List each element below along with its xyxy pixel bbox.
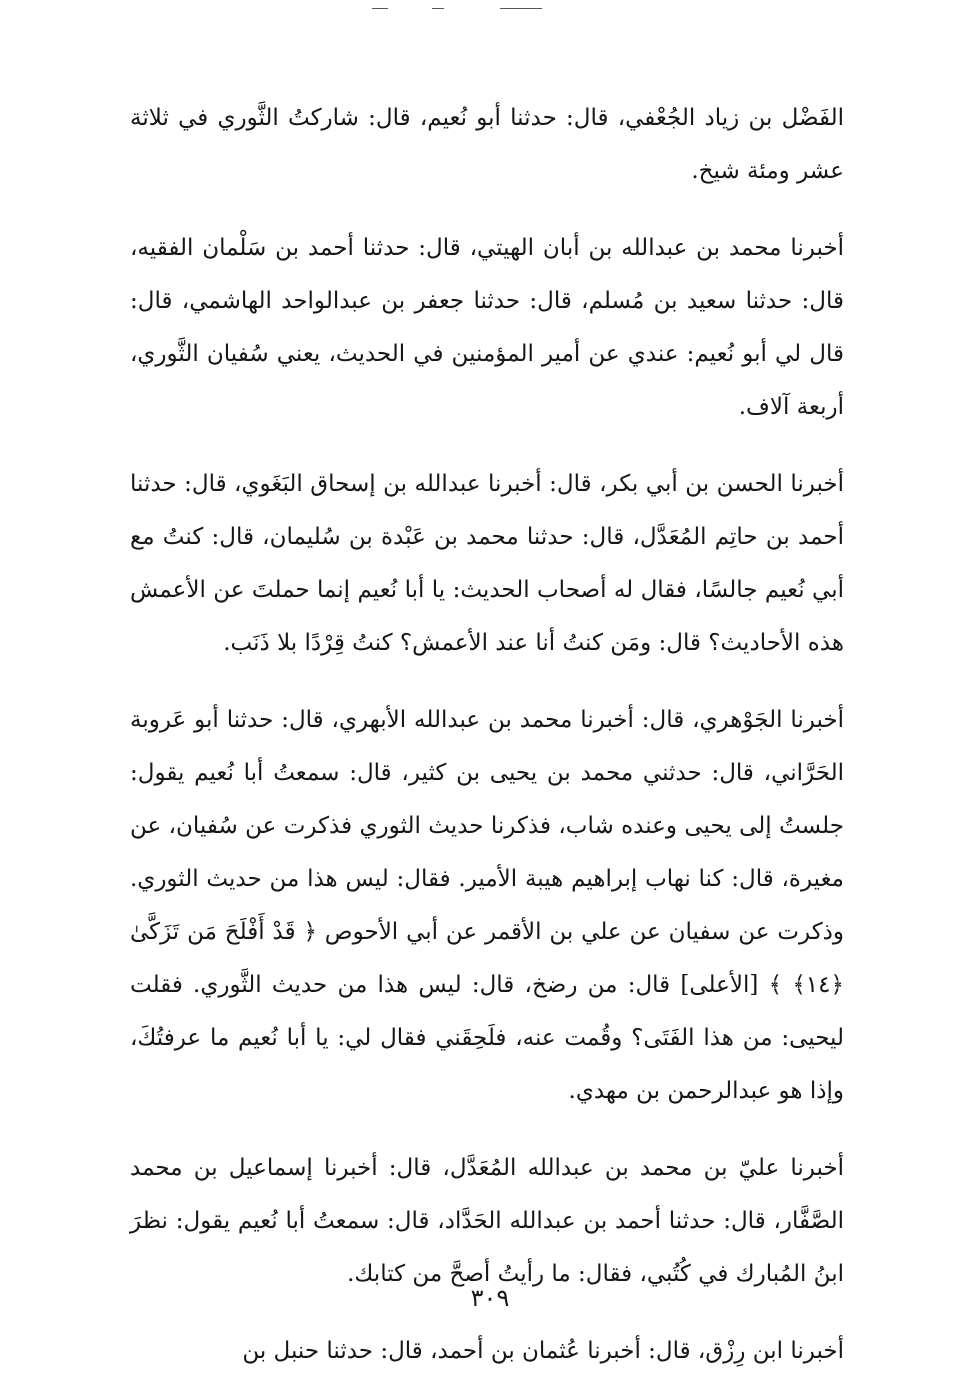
top-rule-right [500, 8, 542, 9]
paragraph-5: أخبرنا عليّ بن محمد بن عبدالله المُعَدَّل، قال: أخبرنا إسماعيل بن محمد الصَّفَّار، قال: حدثنا أحمد بن عبدالله الحَدَّاد، قال: سمعتُ أبا نُعيم يقول: نظرَ ابنُ المُبارك في كُتُبي، فقال: ما رأيتُ أصحَّ من كتابك. [130, 1155, 844, 1287]
paragraph-2: أخبرنا محمد بن عبدالله بن أبان الهيتي، قال: حدثنا أحمد بن سَلْمان الفقيه، قال: حدثنا سعيد بن مُسلم، قال: حدثنا جعفر بن عبدالواحد الهاشمي، قال: قال لي أبو نُعيم: عندي عن أمير المؤمنين في الحديث، يعني سُفيان الثَّوري، أربعة آلاف. [130, 235, 844, 420]
paragraph-6: أخبرنا ابن رِزْق، قال: أخبرنا عُثمان بن أحمد، قال: حدثنا حنبل بن [242, 1338, 844, 1364]
paragraph-4: أخبرنا الجَوْهري، قال: أخبرنا محمد بن عبدالله الأبهري، قال: حدثنا أبو عَروبة الحَرَّاني، قال: حدثني محمد بن يحيى بن كثير، قال: سمعتُ أبا نُعيم يقول: جلستُ إلى يحيى وعنده شاب، فذكرنا حديث الثوري فذكرت عن سُفيان، عن مغيرة، قال: كنا نهاب إبراهيم هيبة الأمير. فقال: ليس هذا من حديث الثوري. وذكرت عن سفيان عن علي بن الأقمر عن أبي الأحوص ﴿ قَدْ أَفْلَحَ مَن تَزَكَّىٰ ﴿١٤﴾ ﴾ [الأعلى] قال: من رضخ، قال: ليس هذا من حديث الثَّوري. فقلت ليحيى: من هذا الفَتَى؟ وقُمت عنه، فلَحِقَني فقال لي: يا أبا نُعيم ما عرفتُكَ، وإذا هو عبدالرحمن بن مهدي. [130, 707, 844, 1104]
page-number: ٣٠٩ [470, 1284, 510, 1312]
paragraph-1: الفَضْل بن زياد الجُعْفي، قال: حدثنا أبو نُعيم، قال: شاركتُ الثَّوري في ثلاثة عشر ومئة شيخ. [130, 105, 844, 184]
top-rule-left [372, 8, 388, 9]
page-body [130, 92, 844, 1378]
paragraph-3: أخبرنا الحسن بن أبي بكر، قال: أخبرنا عبدالله بن إسحاق البَغَوي، قال: حدثنا أحمد بن حاتِم المُعَدَّل، قال: حدثنا محمد بن عَبْدة بن سُليمان، قال: كنتُ مع أبي نُعيم جالسًا، فقال له أصحاب الحديث: يا أبا نُعيم إنما حملتَ عن الأعمش هذه الأحاديث؟ قال: ومَن كنتُ أنا عند الأعمش؟ كنتُ قِرْدًا بلا ذَنَب. [130, 471, 844, 656]
top-rule-mid [432, 8, 444, 9]
